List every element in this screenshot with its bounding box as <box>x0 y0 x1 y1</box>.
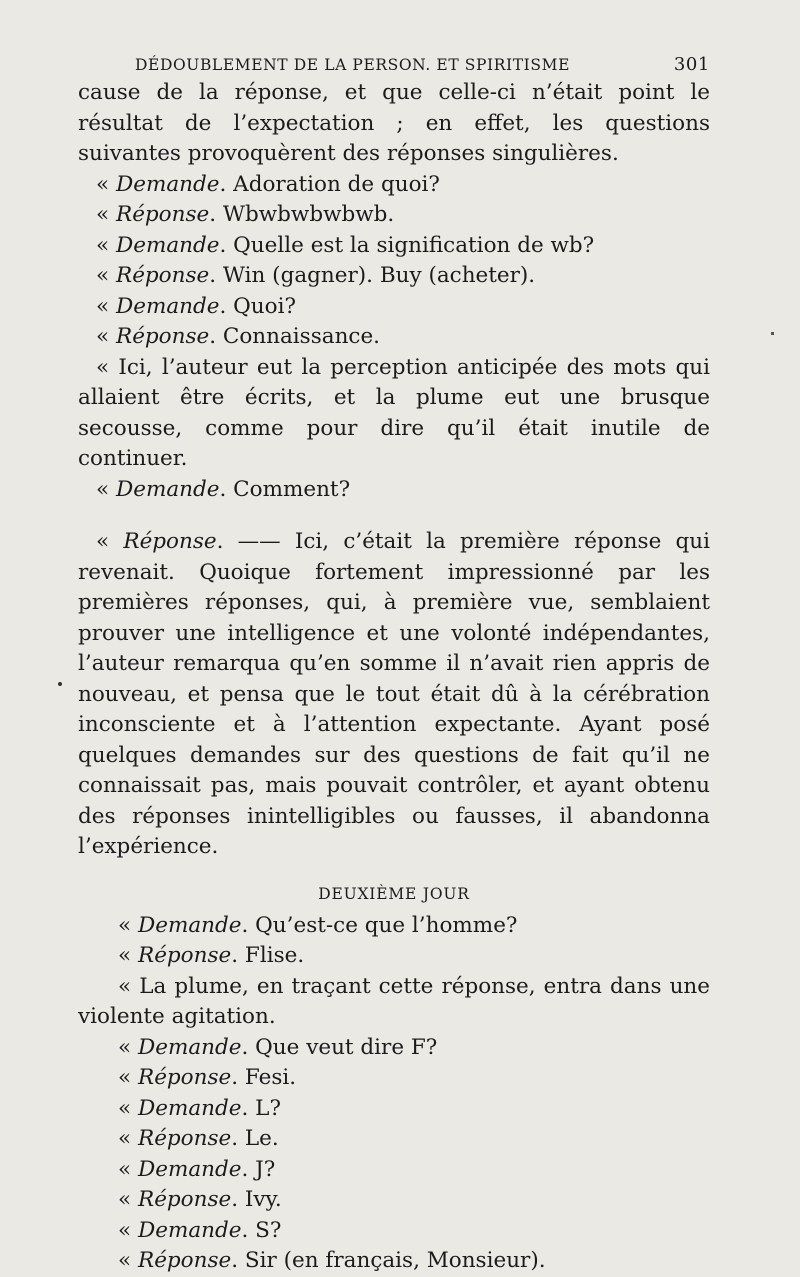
speaker-label: Demande <box>138 1095 242 1121</box>
dialogue-line: « Réponse. Wbwbwbwbwb. <box>96 202 395 227</box>
speaker-label: Demande <box>116 171 220 197</box>
section-heading: DEUXIÈME JOUR <box>318 884 470 903</box>
running-title: DÉDOUBLEMENT DE LA PERSON. ET SPIRITISME <box>135 56 571 74</box>
speaker-label: Réponse <box>138 1126 232 1151</box>
page-number: 301 <box>673 54 710 75</box>
dialogue-line: « Demande. L? <box>118 1095 281 1121</box>
speaker-label: Demande <box>116 476 220 502</box>
dialogue-line: « Demande. Comment? <box>96 476 351 502</box>
opening-paragraph: cause de la réponse, et que celle-ci n’était point le résultat de l’expectation ; en effet, les questions suivantes provoquèrent des réponses singulières. <box>78 80 710 166</box>
body-text-first-day <box>78 78 710 863</box>
speaker-label: Demande <box>138 1034 242 1060</box>
dialogue-line: « Réponse. Sir (en français, Monsieur). <box>118 1248 546 1273</box>
dialogue-line: « Réponse. Fesi. <box>118 1065 297 1090</box>
dialogue-line: « Demande. Quoi? <box>96 293 297 319</box>
speaker-label: Réponse <box>123 529 217 554</box>
speaker-label: Demande <box>138 1156 242 1182</box>
dialogue-line: « Réponse. Ivy. <box>118 1187 282 1212</box>
speaker-label: Réponse <box>116 202 210 227</box>
speaker-label: Demande <box>116 232 220 258</box>
margin-dot <box>58 682 62 686</box>
page-edge-mark <box>771 332 774 335</box>
dialogue-line: « Demande. J? <box>118 1156 276 1182</box>
speaker-label: Réponse <box>138 943 232 968</box>
speaker-label: Réponse <box>116 324 210 349</box>
dialogue-line: « Demande. Qu’est-ce que l’homme? <box>118 912 518 938</box>
dialogue-line: « Demande. Adoration de quoi? <box>96 171 440 197</box>
speaker-label: Réponse <box>138 1248 232 1273</box>
dialogue-line: « Réponse. Flise. <box>118 943 305 968</box>
speaker-label: Réponse <box>116 263 210 288</box>
dialogue-line: « Réponse. Connaissance. <box>96 324 381 349</box>
speaker-label: Demande <box>138 912 242 938</box>
dialogue-line: « Réponse. Win (gagner). Buy (acheter). <box>96 263 536 288</box>
page-header <box>78 44 710 78</box>
speaker-label: Demande <box>138 1217 242 1243</box>
narration-paragraph: « La plume, en traçant cette réponse, entra dans une violente agitation. <box>78 973 710 1029</box>
speaker-label: Réponse <box>138 1187 232 1212</box>
narration-paragraph: « Ici, l’auteur eut la perception anticipée des mots qui allaient être écrits, et la plume eut une brusque secousse, comme pour dire qu’il était inutile de continuer. <box>78 354 710 471</box>
dialogue-line: « Demande. Que veut dire F? <box>118 1034 438 1060</box>
long-answer-paragraph: « Réponse. —— Ici, c’était la première réponse qui revenait. Quoique fortement impressionné par les premières réponses, qui, à première vue, semblaient prouver une intelligence et une volonté indépendantes, l’auteur remarqua qu’en somme il n’avait rien appris de nouveau, et pensa que le tout était dû à la cérébration inconsciente et à l’attention expectante. Ayant posé quelques demandes sur des questions de fait qu’il ne connaissait pas, mais pouvait contrôler, et ayant obtenu des réponses inintelligibles ou fausses, il abandonna l’expérience. <box>78 529 710 859</box>
body-text-second-day <box>78 911 710 1277</box>
dialogue-line: « Demande. S? <box>118 1217 282 1243</box>
speaker-label: Réponse <box>138 1065 232 1090</box>
dialogue-line: « Réponse. Le. <box>118 1126 279 1151</box>
dialogue-line: « Demande. Quelle est la signification de wb? <box>96 232 595 258</box>
speaker-label: Demande <box>116 293 220 319</box>
